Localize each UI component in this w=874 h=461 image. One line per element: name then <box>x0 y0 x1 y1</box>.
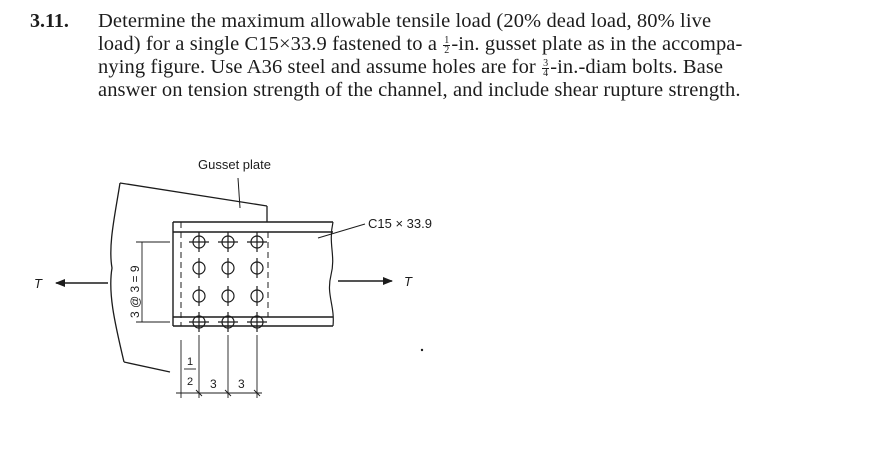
fraction-three-quarters-den: 4 <box>543 67 549 79</box>
channel-label: C15 × 33.9 <box>368 216 432 231</box>
fraction-half-num: 1 <box>444 34 450 46</box>
load-label-right: T <box>404 274 412 289</box>
edge-distance-label <box>184 356 196 388</box>
problem-line-1: Determine the maximum allowable tensile load (20% dead load, 80% live <box>98 10 712 32</box>
problem-line-4: answer on tension strength of the channel, and include shear rupture strength. <box>98 79 741 101</box>
fraction-three-quarters-num: 3 <box>543 57 549 69</box>
gusset-label: Gusset plate <box>198 157 271 172</box>
problem-line-3b: -in.-diam bolts. Base <box>550 56 724 78</box>
edge-distance-den: 2 <box>187 376 194 388</box>
vertical-dimension-label: 3 @ 3 = 9 <box>128 265 142 318</box>
problem-number: 3.11. <box>30 10 69 32</box>
bolt-spacing-1: 3 <box>210 377 217 391</box>
gusset-leader <box>238 178 240 208</box>
bolt-spacing-2: 3 <box>238 377 245 391</box>
problem-line-2b: -in. gusset plate as in the accompa- <box>451 33 743 55</box>
problem-line-2a: load) for a single C15×33.9 fastened to a <box>98 33 443 55</box>
fraction-half-den: 2 <box>444 44 450 56</box>
stray-mark <box>421 349 423 351</box>
load-label-left: T <box>34 276 42 291</box>
edge-distance-num: 1 <box>187 356 194 368</box>
channel-leader <box>318 224 365 238</box>
problem-line-3a: nying figure. Use A36 steel and assume holes are for <box>98 56 542 78</box>
